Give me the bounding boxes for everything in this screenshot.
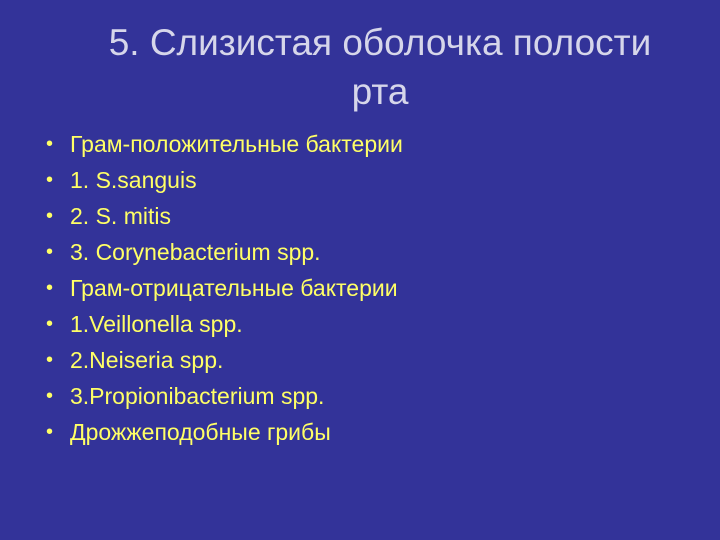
- list-item-text: Грам-положительные бактерии: [70, 131, 403, 157]
- bullet-icon: •: [46, 349, 54, 371]
- list-item-text: 1.Veillonella spp.: [70, 311, 243, 337]
- list-item-text: Дрожжеподобные грибы: [70, 419, 331, 445]
- list-item-text: 2. S. mitis: [70, 203, 171, 229]
- list-item-text: Грам-отрицательные бактерии: [70, 275, 398, 301]
- bullet-icon: •: [46, 241, 54, 263]
- bullet-icon: •: [46, 205, 54, 227]
- slide-title-line-2: рта: [351, 71, 409, 112]
- slide-title-line-1: 5. Слизистая оболочка полости: [108, 22, 652, 63]
- list-item-text: 3. Corynebacterium spp.: [70, 239, 321, 265]
- bullet-icon: •: [46, 421, 54, 443]
- bullet-icon: •: [46, 133, 54, 155]
- bullet-icon: •: [46, 385, 54, 407]
- slide-title: [40, 18, 720, 116]
- bullet-icon: •: [46, 169, 54, 191]
- list-item-text: 1. S.sanguis: [70, 167, 197, 193]
- list-item-text: 3.Propionibacterium spp.: [70, 383, 325, 409]
- list-item-text: 2.Neiseria spp.: [70, 347, 224, 373]
- bullet-icon: •: [46, 313, 54, 335]
- bullet-icon: •: [46, 277, 54, 299]
